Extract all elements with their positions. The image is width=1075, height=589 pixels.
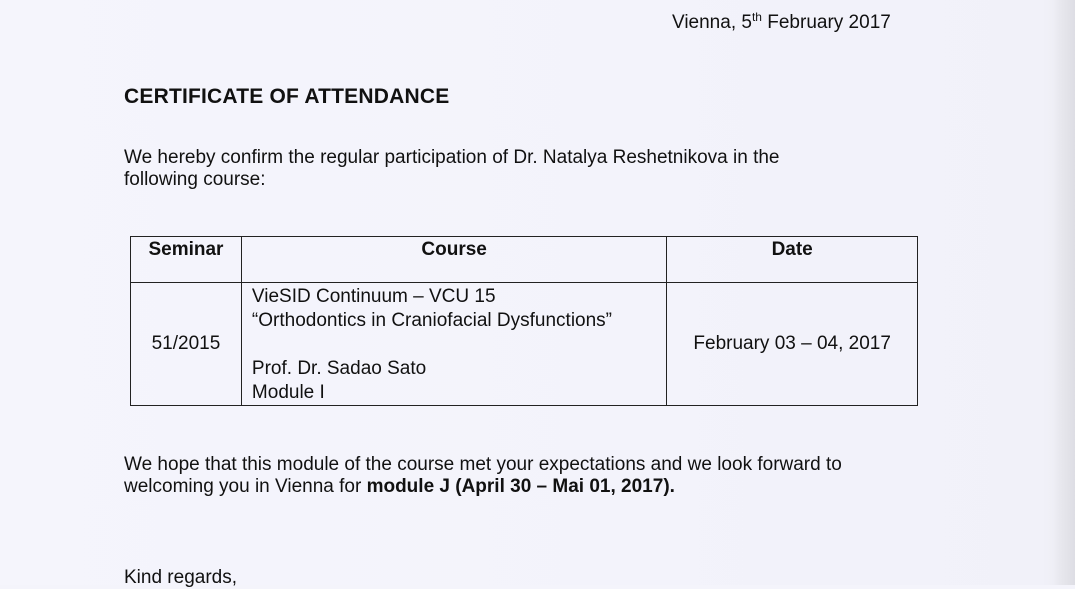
- table-header-row: [131, 237, 918, 283]
- course-table: [130, 236, 918, 406]
- course-line-1: VieSID Continuum – VCU 15: [251, 286, 496, 307]
- header-course: Course: [241, 237, 666, 283]
- kind-regards: Kind regards,: [124, 567, 238, 588]
- intro-line-1: We hereby confirm the regular participation of Dr. Natalya Reshetnikova in the: [124, 147, 780, 168]
- place-date-superscript: th: [751, 10, 762, 24]
- closing-paragraph: [124, 454, 944, 498]
- table-row: [131, 283, 918, 406]
- place-date-prefix: Vienna, 5: [672, 12, 752, 33]
- paper-edge-shadow: [1053, 0, 1075, 585]
- next-module-info: module J (April 30 – Mai 01, 2017).: [366, 476, 675, 497]
- header-date: Date: [667, 237, 918, 283]
- place-and-date: [672, 12, 891, 34]
- certificate-title: CERTIFICATE OF ATTENDANCE: [124, 85, 450, 108]
- closing-line-2: [124, 476, 944, 498]
- intro-paragraph: [124, 147, 904, 191]
- intro-line-2: following course:: [124, 169, 266, 190]
- course-date: February 03 – 04, 2017: [667, 283, 918, 406]
- closing-line-1: We hope that this module of the course met your expectations and we look forward to: [124, 454, 842, 475]
- course-details: [241, 283, 666, 406]
- header-seminar: Seminar: [131, 237, 242, 283]
- course-instructor: Prof. Dr. Sadao Sato: [251, 358, 427, 379]
- place-date-suffix: February 2017: [761, 12, 891, 33]
- closing-line-2-text: welcoming you in Vienna for: [124, 476, 367, 497]
- seminar-number: 51/2015: [131, 283, 242, 406]
- course-spacer: [252, 333, 666, 357]
- course-line-2: “Orthodontics in Craniofacial Dysfunctions”: [251, 310, 613, 331]
- course-module: Module I: [251, 382, 325, 403]
